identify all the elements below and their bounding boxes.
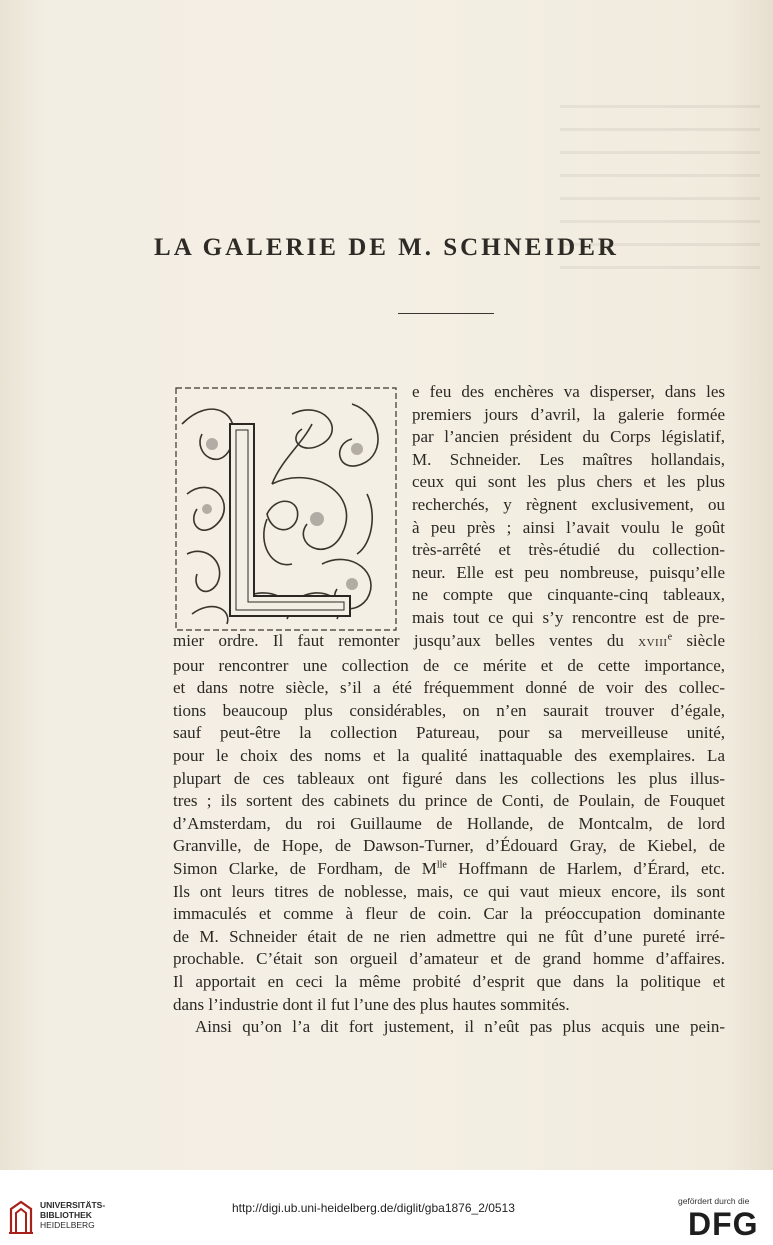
text-line: recherchés, y règnent exclusivement, ou [412, 494, 725, 514]
text-line: mier ordre. Il faut remonter jusqu’aux belles ventes du XVIIIe siècle [173, 631, 726, 650]
text-line: tions beaucoup plus considérables, on n’en saurait trouver d’égale, [173, 700, 725, 720]
text-line: e feu des enchères va disperser, dans les [412, 382, 725, 401]
text-line: neur. Elle est peu nombreuse, puisqu’elle [412, 562, 725, 582]
text-line: Simon Clarke, de Fordham, de $M^{lle}$ Hoffmann de Harlem, d’Érard, etc. [173, 858, 726, 878]
text-line: Il apportait en ceci la même probité d’esprit que dans la politique et [173, 971, 725, 991]
text-line: d’Amsterdam, du roi Guillaume de Hollande, de Montcalm, de lord [173, 813, 725, 833]
funding-caption: gefördert durch die [678, 1196, 750, 1206]
text-line: premiers jours d’avril, la galerie formée [412, 404, 725, 424]
text-line: ne compte que cinquante-cinq tableaux, [412, 585, 725, 605]
text-line: à peu près ; ainsi l’avait voulu le goût [412, 517, 725, 537]
text-line: pour rencontrer une collection de ce mérite et de cette importance, [173, 655, 725, 675]
text-line: et dans notre siècle, s’il a été fréquemment donné de voir des collec- [173, 678, 725, 698]
text-line: très-arrêté et très-étudié du collection- [412, 540, 725, 560]
text-line: pour le choix des noms et la qualité inattaquable des exemplaires. La [173, 745, 725, 765]
body-paragraph-wide [173, 630, 725, 1039]
text-line: dans l’industrie dont il fut l’une des plus hautes sommités. [173, 994, 570, 1014]
article-title: LA GALERIE DE M. SCHNEIDER [154, 234, 619, 261]
text-line: mais tout ce qui s’y rencontre est de pre- [412, 607, 725, 627]
text-line: M. Schneider. Les maîtres hollandais, [412, 449, 725, 469]
text-line: Ils ont leurs titres de noblesse, mais, ce qui vaut mieux encore, ils sont [173, 881, 725, 901]
text-line: plupart de ces tableaux ont figuré dans les collections les plus illus- [173, 768, 725, 788]
text-line: tres ; ils sortent des cabinets du prince de Conti, de Poulain, de Fouquet [173, 791, 725, 811]
ornamental-initial-l [172, 384, 400, 634]
text-line: Granville, de Hope, de Dawson-Turner, d’Édouard Gray, de Kiebel, de [173, 836, 725, 856]
text-line: immaculés et comme à fleur de coin. Car la préoccupation dominante [173, 904, 725, 924]
library-logo-icon[interactable] [8, 1199, 34, 1235]
text-line: de M. Schneider était de ne rien admettre qui ne fût d’une pureté irré- [173, 926, 725, 946]
library-name[interactable]: UNIVERSITÄTS- BIBLIOTHEK HEIDELBERG [40, 1200, 106, 1230]
text-line: prochable. C’était son orgueil d’amateur et de grand homme d’affaires. [173, 949, 725, 969]
dfg-logo[interactable]: DFG [688, 1206, 759, 1242]
permalink-url[interactable]: http://digi.ub.uni-heidelberg.de/diglit/gba1876_2/0513 [232, 1201, 515, 1215]
text-line: ceux qui sont les plus chers et les plus [412, 472, 725, 492]
text-line: Ainsi qu’on l’a dit fort justement, il n’eût pas plus acquis une pein- [195, 1017, 725, 1037]
text-line: sauf peut-être la collection Patureau, pour sa merveilleuse unité, [173, 723, 725, 743]
opening-paragraph-narrow [412, 381, 725, 630]
text-line: par l’ancien président du Corps législatif, [412, 427, 725, 447]
title-rule [398, 313, 494, 314]
